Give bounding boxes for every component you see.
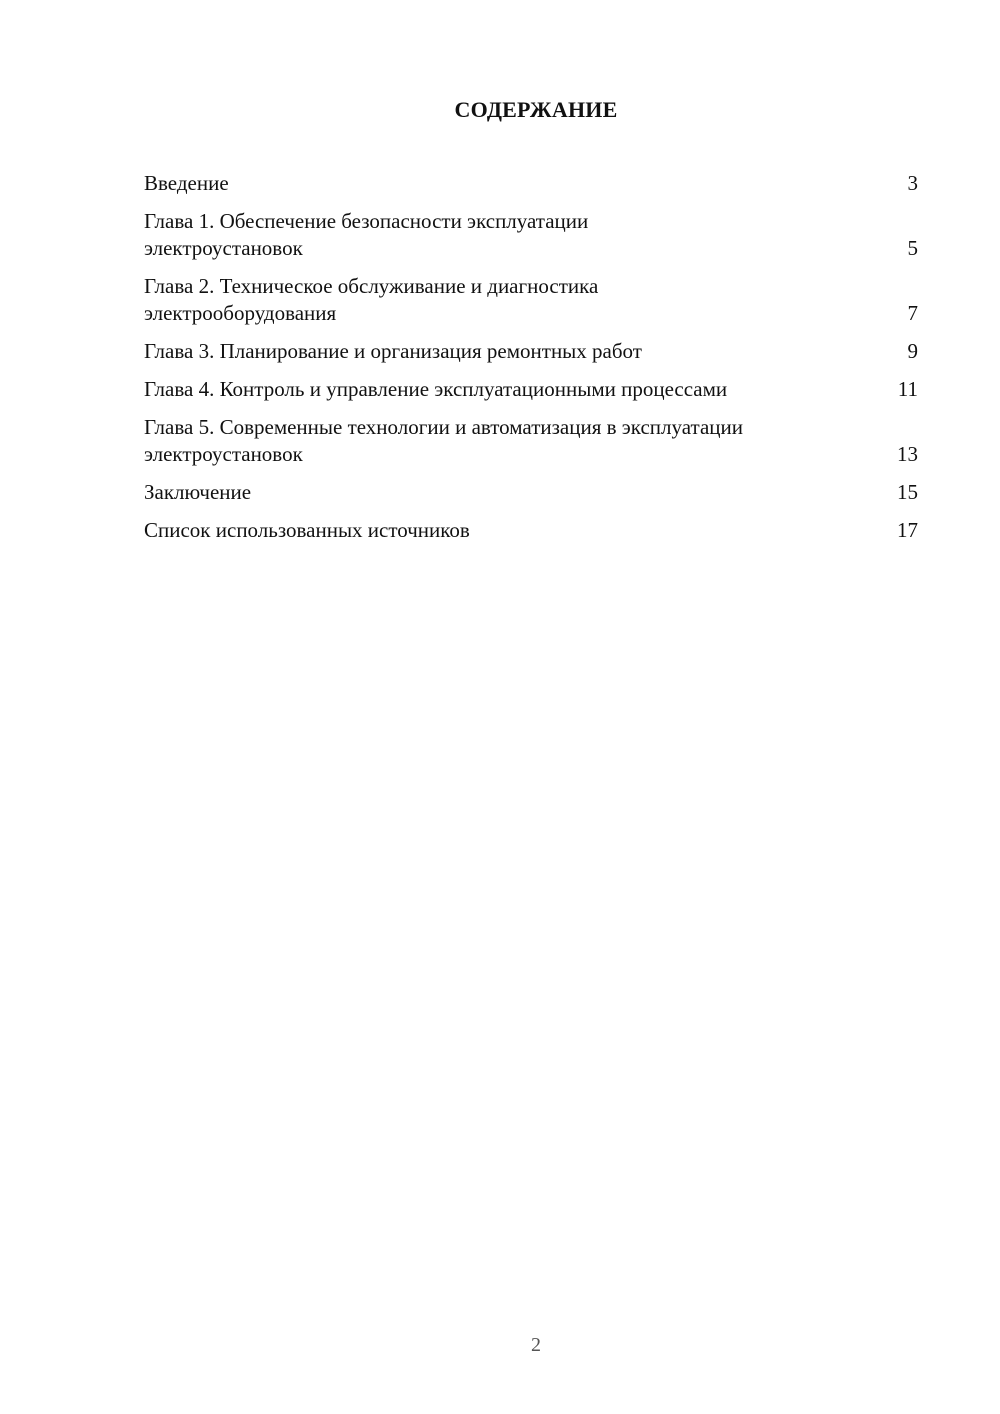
toc-entry-text: Глава 5. Современные технологии и автоматизация в эксплуатации электроустановок (144, 415, 743, 466)
toc-entry-text: Глава 1. Обеспечение безопасности эксплуатации электроустановок (144, 209, 589, 260)
toc-entry-page: 15 (897, 480, 918, 504)
page-title: СОДЕРЖАНИЕ (454, 97, 618, 122)
toc-entry-text: Введение (144, 171, 229, 195)
toc-entry-chapter-5[interactable] (144, 414, 918, 468)
toc-entry-page: 7 (907, 301, 918, 325)
toc-entry-chapter-4[interactable] (144, 376, 918, 403)
toc-entry-page: 9 (907, 339, 918, 363)
toc-entry-text: Список использованных источников (144, 518, 470, 542)
page-number: 2 (531, 1334, 541, 1356)
toc-entry-text: Глава 2. Техническое обслуживание и диагностика электрооборудования (144, 274, 599, 325)
toc-entry-introduction[interactable] (144, 170, 918, 197)
toc-entry-page: 11 (897, 377, 918, 401)
toc-entry-references[interactable] (144, 517, 918, 544)
toc-entry-chapter-1[interactable] (144, 208, 918, 262)
toc-entry-text: Заключение (144, 480, 252, 504)
toc-entry-chapter-3[interactable] (144, 338, 918, 365)
toc-entry-conclusion[interactable] (144, 479, 918, 506)
toc-entry-chapter-2[interactable] (144, 273, 918, 327)
toc-entry-text: Глава 4. Контроль и управление эксплуатационными процессами (144, 377, 728, 401)
toc-entry-page: 13 (897, 442, 918, 466)
toc-entry-page: 5 (907, 236, 918, 260)
table-of-contents (144, 170, 918, 555)
toc-entry-text: Глава 3. Планирование и организация ремонтных работ (144, 339, 642, 363)
toc-entry-page: 17 (897, 518, 918, 542)
toc-entry-page: 3 (907, 171, 918, 195)
